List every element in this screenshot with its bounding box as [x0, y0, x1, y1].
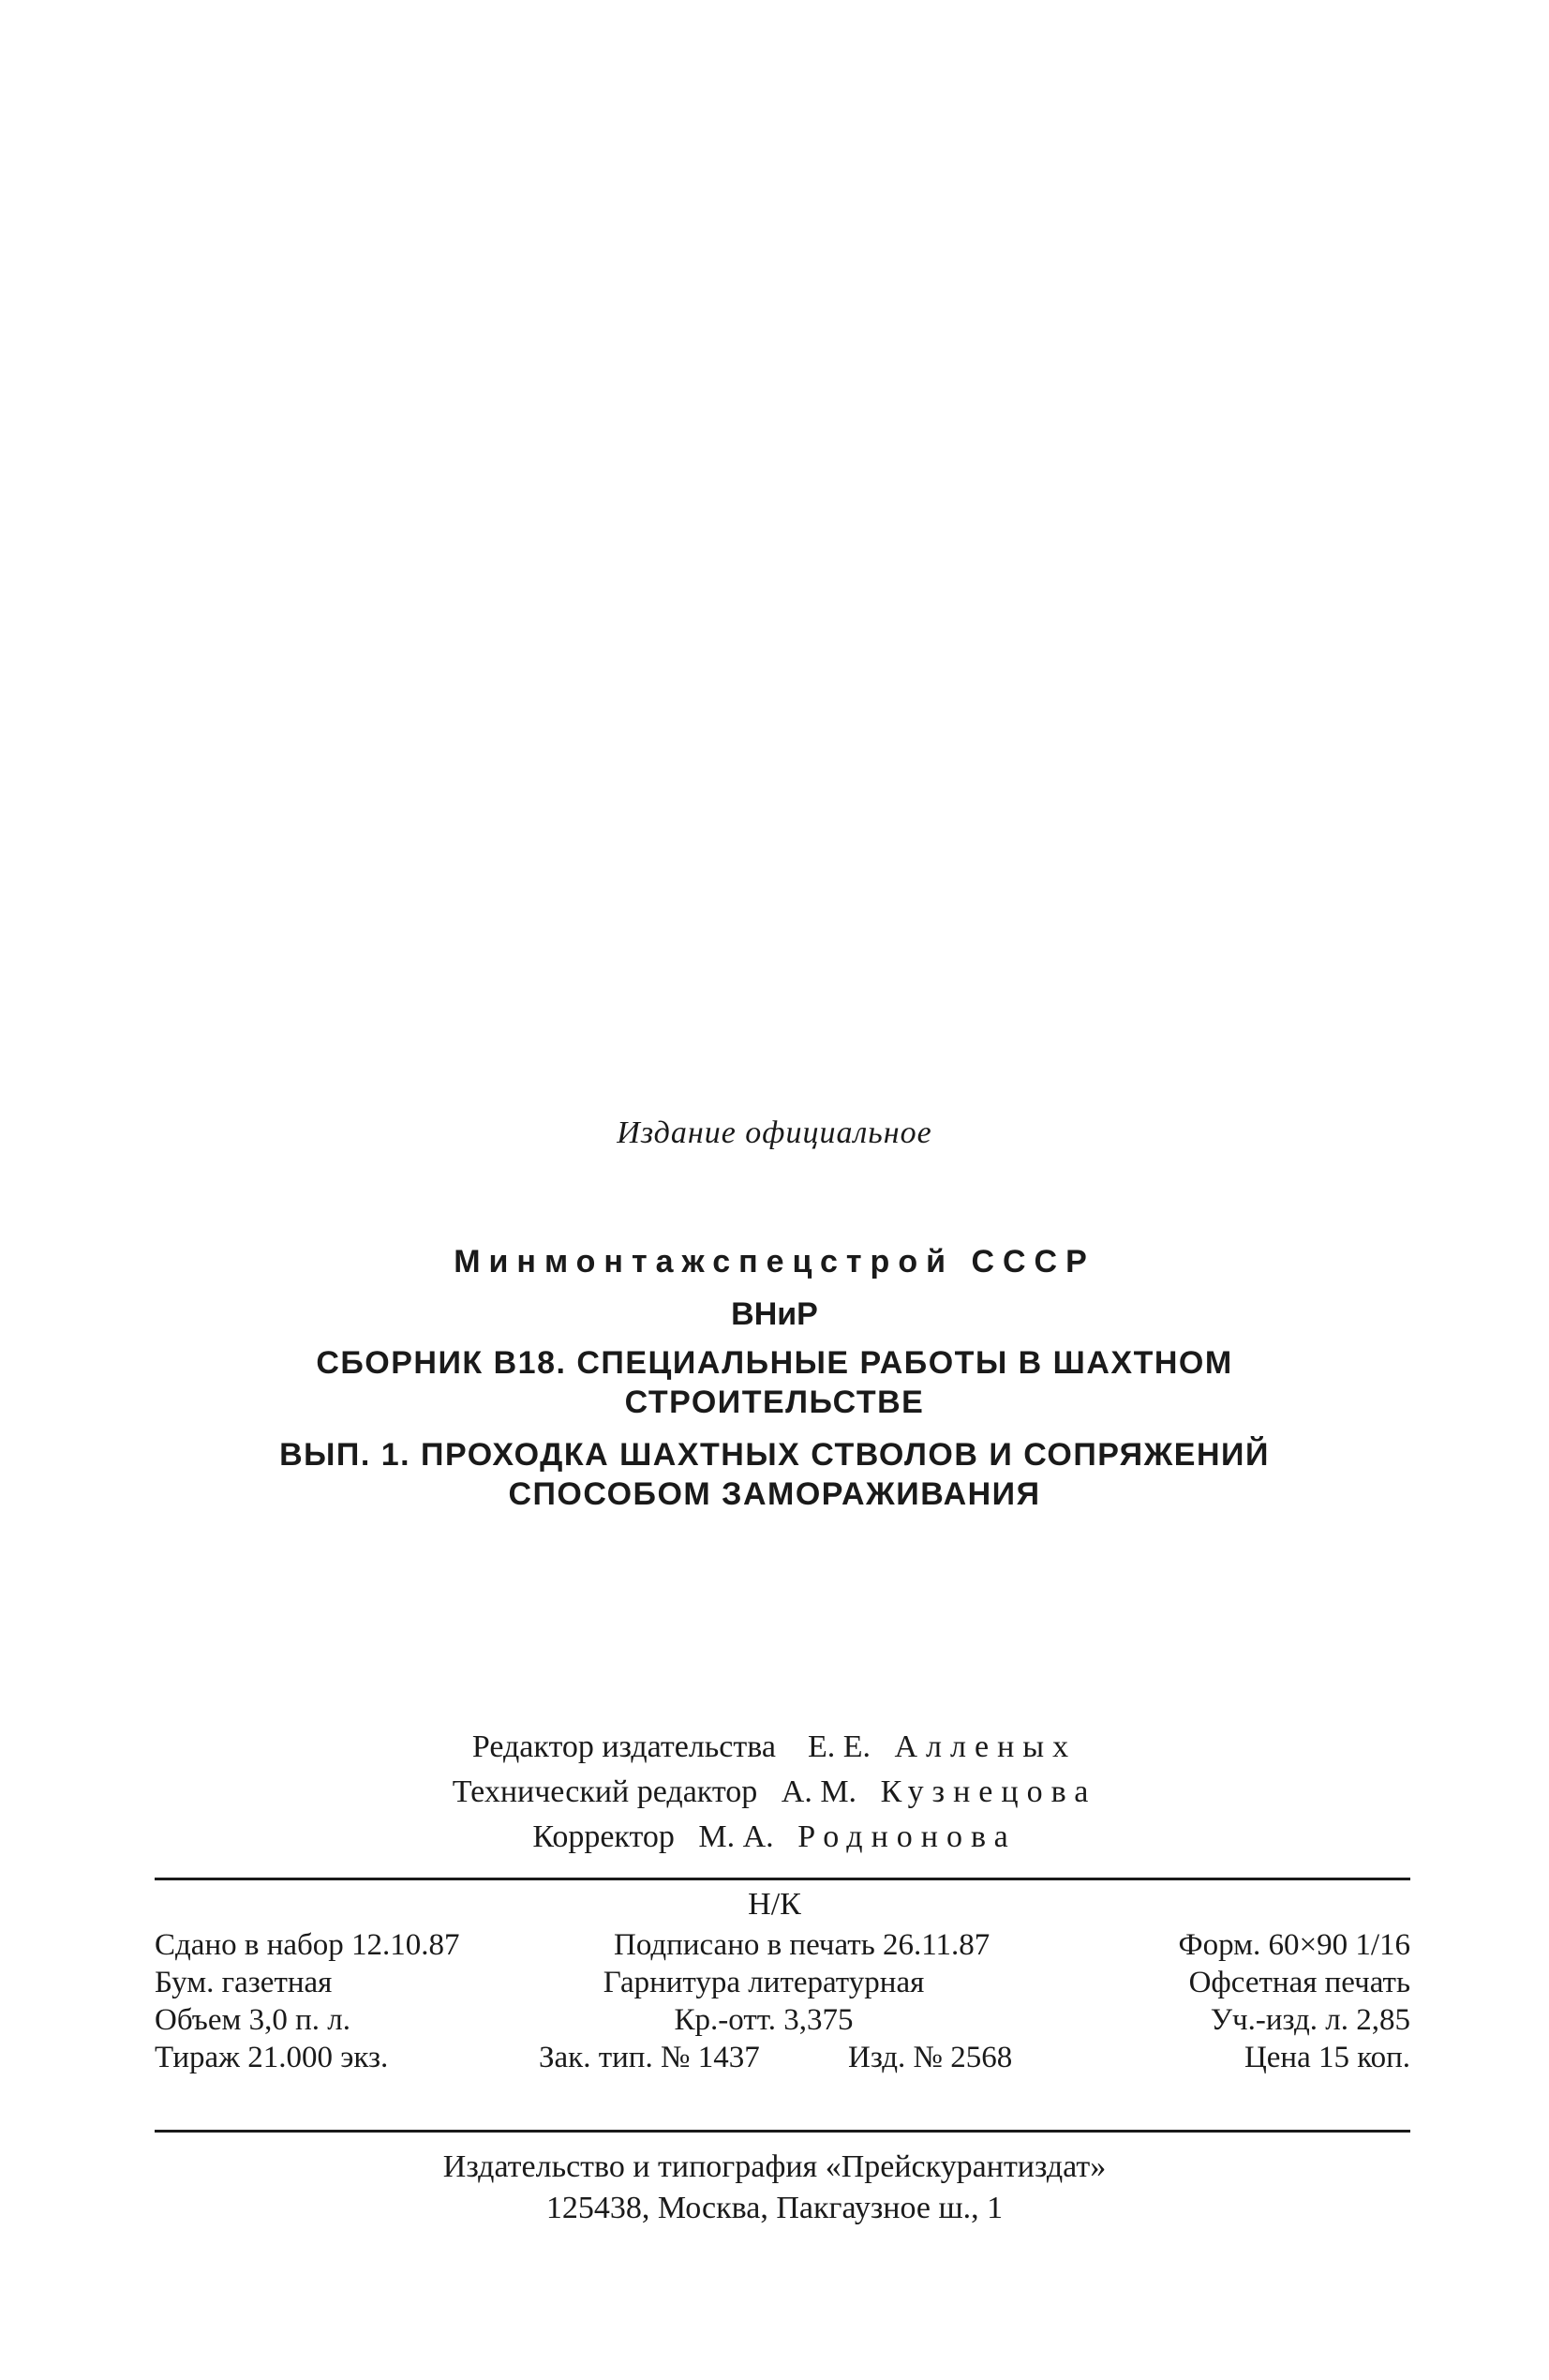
- tech-editor-initials: А. М.: [781, 1774, 857, 1809]
- imprint-row: [155, 2001, 1410, 2039]
- editor-role: Редактор издательства: [471, 1729, 776, 1764]
- editor-initials: Е. Е.: [807, 1729, 871, 1764]
- imprint-cell: Изд. № 2568: [848, 2041, 1013, 2074]
- imprint-cell: Форм. 60×90 1/16: [1178, 1928, 1410, 1962]
- imprint-cell: Уч.-изд. л. 2,85: [1210, 2003, 1410, 2037]
- corrector-name: Роднонова: [797, 1819, 1017, 1854]
- edition-note: Издание официальное: [617, 1115, 932, 1150]
- collection-title-line-1: СБОРНИК В18. СПЕЦИАЛЬНЫЕ РАБОТЫ В ШАХТНОМ: [316, 1345, 1233, 1381]
- imprint-cell: Подписано в печать 26.11.87: [614, 1928, 990, 1962]
- imprint-cell: Бум. газетная: [155, 1966, 333, 1999]
- tech-editor-name: Кузнецова: [880, 1774, 1097, 1809]
- publisher-name: Издательство и типография «Прейскурантиздат»: [442, 2149, 1107, 2184]
- imprint-cell: Тираж 21.000 экз.: [155, 2041, 389, 2074]
- corrector-role: Корректор: [532, 1819, 675, 1854]
- nk-mark: Н/К: [748, 1887, 801, 1922]
- title-block: [0, 1242, 1549, 1514]
- imprint-cell: Объем 3,0 п. л.: [155, 2003, 351, 2037]
- imprint-cell: Цена 15 коп.: [1244, 2041, 1410, 2074]
- publisher-address: 125438, Москва, Пакгаузное ш., 1: [545, 2191, 1004, 2225]
- imprint-cell: Зак. тип. № 1437: [539, 2041, 760, 2074]
- imprint-cell: Кр.-отт. 3,375: [674, 2003, 854, 2037]
- imprint-table: [155, 1926, 1410, 2076]
- issue-title-line-1: ВЫП. 1. ПРОХОДКА ШАХТНЫХ СТВОЛОВ И СОПРЯЖЕНИЙ: [279, 1437, 1270, 1473]
- collection-title-line-2: СТРОИТЕЛЬСТВЕ: [624, 1385, 925, 1420]
- imprint-cell: Гарнитура литературная: [603, 1966, 925, 1999]
- imprint-row: [155, 1926, 1410, 1964]
- tech-editor-credit: [0, 1770, 1549, 1815]
- corrector-initials: М. А.: [698, 1819, 774, 1854]
- editor-name: Алленых: [894, 1729, 1078, 1764]
- publisher-block: [0, 2147, 1549, 2229]
- credits-block: [0, 1725, 1549, 1860]
- divider-bottom: [155, 2130, 1410, 2133]
- imprint-row: [155, 2039, 1410, 2076]
- ministry-name: Минмонтажспецстрой СССР: [454, 1244, 1095, 1280]
- editor-credit: [0, 1725, 1549, 1770]
- tech-editor-role: Технический редактор: [452, 1774, 758, 1809]
- imprint-cell: Сдано в набор 12.10.87: [155, 1928, 460, 1962]
- divider-top: [155, 1878, 1410, 1880]
- issue-title-line-2: СПОСОБОМ ЗАМОРАЖИВАНИЯ: [508, 1476, 1041, 1512]
- document-type: ВНиР: [731, 1296, 818, 1332]
- imprint-cell: Офсетная печать: [1188, 1966, 1410, 1999]
- imprint-row: [155, 1964, 1410, 2001]
- corrector-credit: [0, 1815, 1549, 1860]
